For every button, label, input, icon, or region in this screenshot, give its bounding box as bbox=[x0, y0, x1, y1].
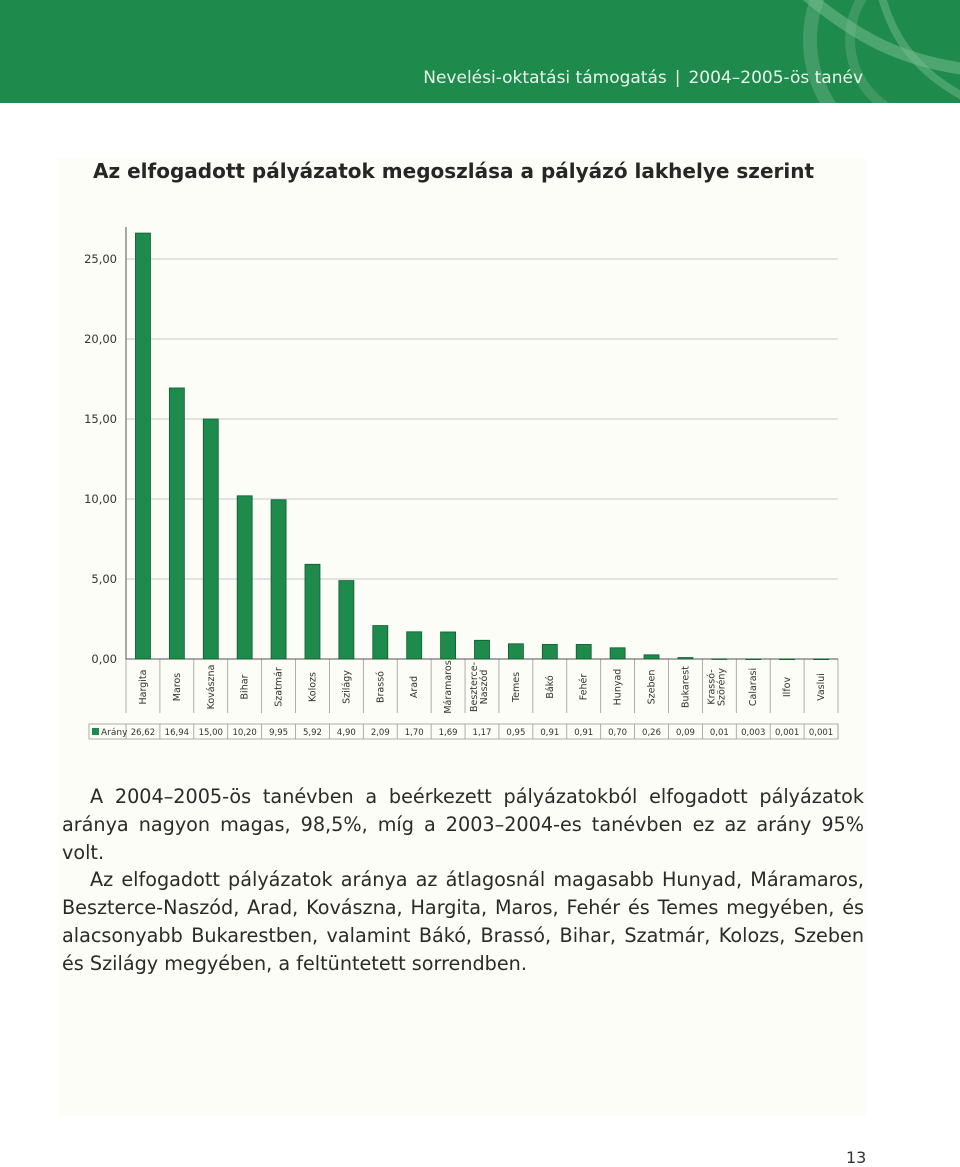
bar-hargita bbox=[135, 233, 150, 659]
bar-kolozs bbox=[305, 564, 320, 659]
category-label: Bihar bbox=[239, 674, 251, 700]
bar-szeben bbox=[644, 655, 659, 659]
category-label: Kovászna bbox=[205, 664, 217, 710]
paragraph-1: A 2004–2005-ös tanévben a beérkezett pályázatokból elfogadott pályázatok aránya nagyon magas, 98,5%, míg a 2003–2004-es tanévben ez az arány 95% volt. bbox=[62, 785, 864, 864]
category-label: Beszterce-Naszód bbox=[469, 661, 490, 713]
data-label: 1,70 bbox=[404, 728, 424, 738]
category-label: Temes bbox=[510, 671, 522, 703]
data-label: 0,001 bbox=[774, 728, 800, 738]
bar-beszterce-nasz-d bbox=[475, 640, 490, 659]
bar-hunyad bbox=[610, 648, 625, 659]
legend-swatch bbox=[92, 728, 99, 735]
category-label: Máramaros bbox=[443, 660, 455, 714]
paragraph-2: Az elfogadott pályázatok aránya az átlagosnál magasabb Hunyad, Máramaros, Beszterce-Naszód, Arad, Kovászna, Hargita, Maros, Fehér és Temes megyében, és alacsonyabb Bukarestben, valamint Bákó, Brassó, Bihar, Szatmár, Kolozs, Szeben és Szilágy megyében, a feltüntetett sorrendben. bbox=[62, 868, 864, 975]
data-label: 0,001 bbox=[808, 728, 834, 738]
category-label: Vaslui bbox=[816, 673, 828, 701]
y-tick-label: 20,00 bbox=[84, 332, 117, 346]
data-label: 0,91 bbox=[540, 728, 560, 738]
category-label: Szatmár bbox=[273, 667, 285, 707]
data-label: 0,26 bbox=[642, 728, 661, 738]
legend-label: Arány bbox=[101, 728, 128, 738]
body-text bbox=[62, 783, 864, 978]
y-tick-label: 15,00 bbox=[84, 412, 117, 426]
data-label: 10,20 bbox=[232, 728, 257, 738]
data-label: 1,17 bbox=[472, 728, 492, 738]
bar-szil-gy bbox=[339, 581, 354, 659]
category-label: Fehér bbox=[578, 673, 590, 701]
data-label: 0,70 bbox=[608, 728, 628, 738]
header-year: 2004–2005-ös tanév bbox=[688, 68, 863, 88]
header-separator: | bbox=[674, 68, 681, 88]
bar-kov-szna bbox=[203, 419, 218, 659]
category-label: Maros bbox=[171, 672, 183, 702]
category-label: Kolozs bbox=[307, 672, 319, 702]
data-label: 4,90 bbox=[336, 728, 356, 738]
bar-krass-sz-r-ny bbox=[712, 659, 727, 660]
category-label: Bukarest bbox=[680, 666, 692, 708]
header-title: Nevelési-oktatási támogatás bbox=[423, 68, 667, 88]
y-tick-label: 5,00 bbox=[91, 572, 117, 586]
page-number: 13 bbox=[846, 1148, 867, 1167]
y-tick-label: 25,00 bbox=[84, 252, 117, 266]
category-label: Calarasi bbox=[748, 667, 760, 707]
bar-feh-r bbox=[576, 644, 591, 659]
bar-b-k- bbox=[542, 644, 557, 659]
category-label: Ilfov bbox=[782, 676, 794, 698]
chart-title: Az elfogadott pályázatok megoszlása a pályázó lakhelye szerint bbox=[93, 159, 815, 183]
bar-vaslui bbox=[814, 659, 829, 660]
category-label: Brassó bbox=[375, 671, 387, 703]
bar-m-ramaros bbox=[441, 632, 456, 659]
data-label: 0,09 bbox=[675, 728, 695, 738]
data-label: 0,01 bbox=[709, 728, 729, 738]
bar-bihar bbox=[237, 496, 252, 659]
data-label: 5,92 bbox=[303, 728, 322, 738]
bar-ilfov bbox=[780, 659, 795, 660]
data-label: 0,95 bbox=[506, 728, 526, 738]
category-label: Arad bbox=[409, 675, 421, 699]
bar-maros bbox=[169, 388, 184, 659]
data-label: 15,00 bbox=[198, 728, 223, 738]
category-label: Szilágy bbox=[341, 670, 353, 704]
category-label: Hunyad bbox=[612, 668, 624, 706]
data-label: 1,69 bbox=[438, 728, 458, 738]
category-label: Hargita bbox=[137, 669, 149, 705]
data-label: 2,09 bbox=[370, 728, 390, 738]
data-label: 9,95 bbox=[269, 728, 289, 738]
bar-bukarest bbox=[678, 658, 693, 659]
data-label: 0,91 bbox=[574, 728, 594, 738]
y-tick-label: 0,00 bbox=[91, 652, 117, 666]
category-label: Krassó-Szörény bbox=[706, 667, 728, 707]
data-label: 26,62 bbox=[130, 728, 156, 738]
category-label: Szeben bbox=[646, 669, 658, 705]
bar-arad bbox=[407, 632, 422, 659]
bar-szatm-r bbox=[271, 500, 286, 659]
bar-brass- bbox=[373, 626, 388, 659]
category-label: Bákó bbox=[544, 675, 556, 699]
bar-calarasi bbox=[746, 659, 761, 660]
data-label: 16,94 bbox=[164, 728, 190, 738]
y-tick-label: 10,00 bbox=[84, 492, 117, 506]
bar-temes bbox=[508, 644, 523, 659]
data-label: 0,003 bbox=[741, 728, 766, 738]
